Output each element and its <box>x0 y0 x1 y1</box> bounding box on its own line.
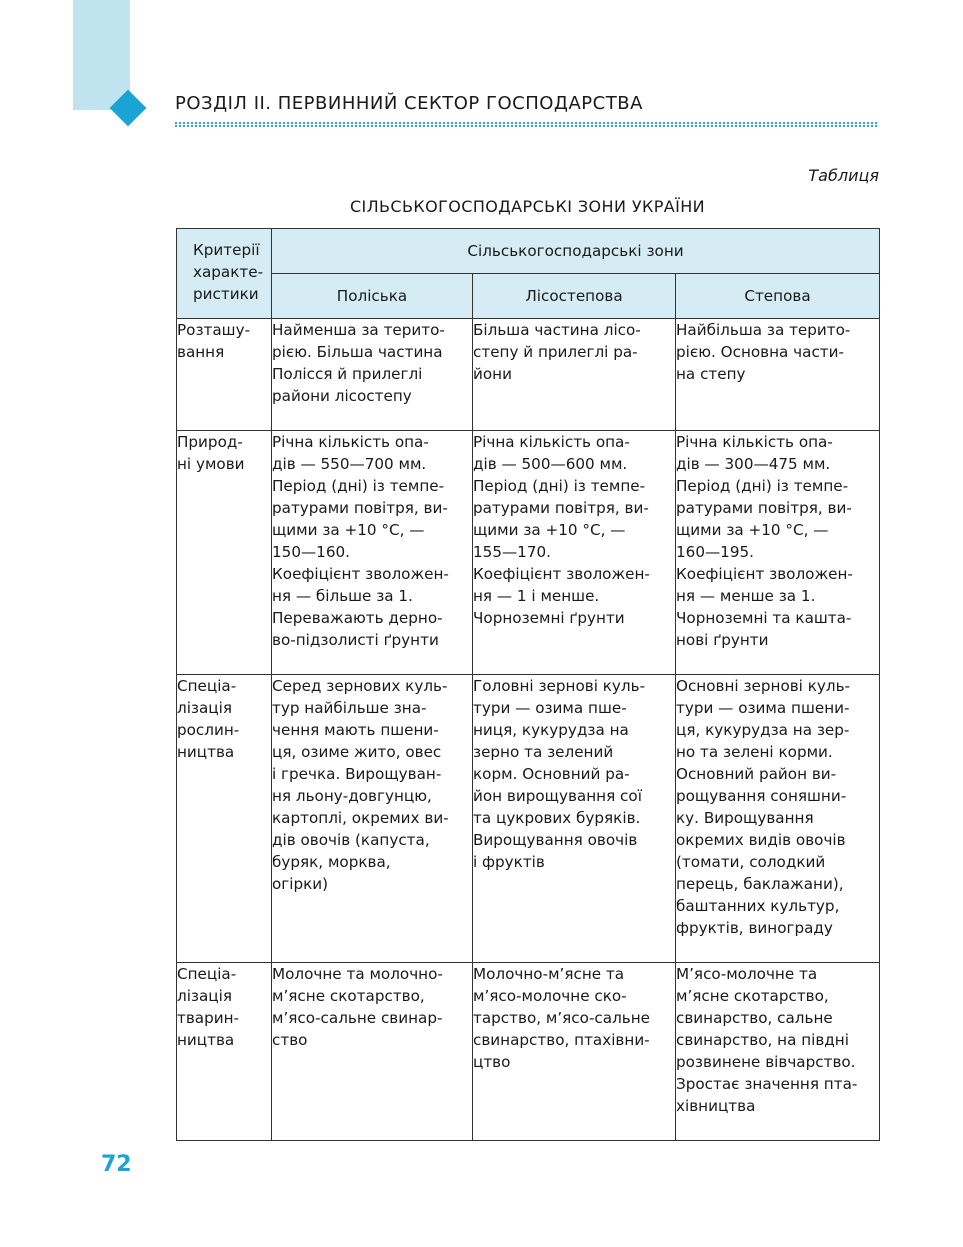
cell-line: рією. Основна части- <box>676 343 845 361</box>
cell-line: тури — озима пшени- <box>676 699 850 717</box>
cell-line: Молочне та молочно- <box>272 965 443 983</box>
table-cell <box>676 675 880 963</box>
criterion-line: Спеціа- <box>177 677 237 695</box>
cell-line: ратурами повітря, ви- <box>473 499 649 517</box>
cell-line: ня — 1 і менше. <box>473 587 600 605</box>
criterion-cell <box>177 675 272 963</box>
criterion-line: ництва <box>177 743 235 761</box>
cell-line: ратурами повітря, ви- <box>676 499 852 517</box>
cell-line: ня — менше за 1. <box>676 587 816 605</box>
cell-line: Вирощування овочів <box>473 831 638 849</box>
criterion-cell <box>177 963 272 1141</box>
table-cell <box>272 431 473 675</box>
cell-line: Період (дні) із темпе- <box>676 477 849 495</box>
cell-line: корм. Основний ра- <box>473 765 630 783</box>
cell-line: ня — більше за 1. <box>272 587 413 605</box>
cell-line: Коефіцієнт зволожен- <box>272 565 449 583</box>
cell-line: Річна кількість опа- <box>676 433 833 451</box>
cell-line: Річна кількість опа- <box>473 433 630 451</box>
cell-line: картоплі, окремих ви- <box>272 809 449 827</box>
cell-line: фруктів, винограду <box>676 919 833 937</box>
cell-line: но та зелені корми. <box>676 743 833 761</box>
agricultural-zones-table <box>176 228 880 1141</box>
table-row-crop-specialization <box>177 675 880 963</box>
cell-line: Серед зернових куль- <box>272 677 448 695</box>
cell-line: ку. Вирощування <box>676 809 814 827</box>
cell-line: окремих видів овочів <box>676 831 846 849</box>
table-cell <box>473 431 676 675</box>
cell-line: дів овочів (капуста, <box>272 831 430 849</box>
criterion-line: вання <box>177 343 225 361</box>
cell-line: дів — 300—475 мм. <box>676 455 831 473</box>
cell-line: Полісся й прилеглі <box>272 365 423 383</box>
cell-line: (томати, солодкий <box>676 853 826 871</box>
table-cell <box>676 319 880 431</box>
zone-header-polissia: Поліська <box>272 274 473 319</box>
cell-line: Переважають дерно- <box>272 609 443 627</box>
table-cell <box>473 675 676 963</box>
cell-line: 160—195. <box>676 543 754 561</box>
criterion-cell <box>177 319 272 431</box>
cell-line: Коефіцієнт зволожен- <box>676 565 853 583</box>
cell-line: рощування соняшни- <box>676 787 847 805</box>
criterion-cell <box>177 431 272 675</box>
cell-line: йон вирощування сої <box>473 787 642 805</box>
cell-line: нові ґрунти <box>676 631 769 649</box>
cell-line: м’ясне скотарство, <box>272 987 425 1005</box>
criterion-line: ництва <box>177 1031 235 1049</box>
cell-line: свинарство, птахівни- <box>473 1031 650 1049</box>
cell-line: цтво <box>473 1053 511 1071</box>
cell-line: зерно та зелений <box>473 743 614 761</box>
table-cell <box>676 963 880 1141</box>
table-label: Таблиця <box>808 166 879 185</box>
cell-line: Коефіцієнт зволожен- <box>473 565 650 583</box>
cell-line: Основний район ви- <box>676 765 837 783</box>
cell-line: ця, озиме жито, овес <box>272 743 442 761</box>
cell-line: м’ясо-молочне ско- <box>473 987 627 1005</box>
cell-line: і гречка. Вирощуван- <box>272 765 442 783</box>
cell-line: огірки) <box>272 875 329 893</box>
zones-header: Сільськогосподарські зони <box>272 229 880 274</box>
criterion-line: Розташу- <box>177 321 251 339</box>
cell-line: степу й прилеглі ра- <box>473 343 638 361</box>
cell-line: райони лісостепу <box>272 387 412 405</box>
page-number: 72 <box>101 1152 132 1177</box>
criterion-line: лізація <box>177 699 233 717</box>
zone-header-forest-steppe: Лісостепова <box>473 274 676 319</box>
cell-line: Молочно-м’ясне та <box>473 965 625 983</box>
cell-line: йони <box>473 365 512 383</box>
table-cell <box>272 963 473 1141</box>
cell-line: 155—170. <box>473 543 551 561</box>
cell-line: тури — озима пше- <box>473 699 627 717</box>
cell-line: буряк, морква, <box>272 853 391 871</box>
criterion-line: рослин- <box>177 721 240 739</box>
cell-line: дів — 500—600 мм. <box>473 455 628 473</box>
cell-line: Період (дні) із темпе- <box>473 477 646 495</box>
corner-decoration <box>73 0 130 110</box>
cell-line: щими за +10 °С, — <box>272 521 425 539</box>
cell-line: Період (дні) із темпе- <box>272 477 445 495</box>
table-row-location <box>177 319 880 431</box>
section-title: РОЗДІЛ ІІ. ПЕРВИННИЙ СЕКТОР ГОСПОДАРСТВА <box>175 93 643 114</box>
cell-line: 150—160. <box>272 543 350 561</box>
criterion-line: ні умови <box>177 455 245 473</box>
cell-line: хівництва <box>676 1097 756 1115</box>
table-cell <box>473 963 676 1141</box>
zone-header-steppe: Степова <box>676 274 880 319</box>
cell-line: ратурами повітря, ви- <box>272 499 448 517</box>
cell-line: щими за +10 °С, — <box>473 521 626 539</box>
cell-line: та цукрових буряків. <box>473 809 641 827</box>
cell-line: на степу <box>676 365 746 383</box>
table-title: СІЛЬСЬКОГОСПОДАРСЬКІ ЗОНИ УКРАЇНИ <box>349 197 706 216</box>
cell-line: м’ясне скотарство, <box>676 987 829 1005</box>
criterion-line: тварин- <box>177 1009 240 1027</box>
cell-line: баштанних культур, <box>676 897 840 915</box>
cell-line: ниця, кукурудза на <box>473 721 629 739</box>
cell-line: Головні зернові куль- <box>473 677 646 695</box>
cell-line: свинарство, на півдні <box>676 1031 849 1049</box>
table-cell <box>473 319 676 431</box>
cell-line: ство <box>272 1031 308 1049</box>
table-row-livestock-specialization <box>177 963 880 1141</box>
cell-line: Більша частина лісо- <box>473 321 641 339</box>
cell-line: ця, кукурудза на зер- <box>676 721 850 739</box>
table-cell <box>272 319 473 431</box>
cell-line: перець, баклажани), <box>676 875 844 893</box>
cell-line: чення мають пшени- <box>272 721 439 739</box>
cell-line: дів — 550—700 мм. <box>272 455 427 473</box>
cell-line: во-підзолисті ґрунти <box>272 631 439 649</box>
cell-line: і фруктів <box>473 853 545 871</box>
cell-line: м’ясо-сальне свинар- <box>272 1009 443 1027</box>
criteria-header: Критерії характе- ристики <box>177 229 272 319</box>
cell-line: Основні зернові куль- <box>676 677 851 695</box>
cell-line: Найбільша за терито- <box>676 321 851 339</box>
cell-line: М’ясо-молочне та <box>676 965 818 983</box>
cell-line: щими за +10 °С, — <box>676 521 829 539</box>
criterion-line: Природ- <box>177 433 243 451</box>
cell-line: Зростає значення пта- <box>676 1075 858 1093</box>
cell-line: тарство, м’ясо-сальне <box>473 1009 651 1027</box>
cell-line: рією. Більша частина <box>272 343 443 361</box>
table-cell <box>272 675 473 963</box>
cell-line: тур найбільше зна- <box>272 699 427 717</box>
dotted-divider <box>175 122 879 128</box>
criterion-line: лізація <box>177 987 233 1005</box>
cell-line: Чорноземні ґрунти <box>473 609 625 627</box>
cell-line: свинарство, сальне <box>676 1009 833 1027</box>
table-row-natural-conditions <box>177 431 880 675</box>
cell-line: Найменша за терито- <box>272 321 445 339</box>
cell-line: розвинене вівчарство. <box>676 1053 856 1071</box>
cell-line: Річна кількість опа- <box>272 433 429 451</box>
criterion-line: Спеціа- <box>177 965 237 983</box>
cell-line: ня льону-довгунцю, <box>272 787 432 805</box>
table-cell <box>676 431 880 675</box>
cell-line: Чорноземні та кашта- <box>676 609 852 627</box>
